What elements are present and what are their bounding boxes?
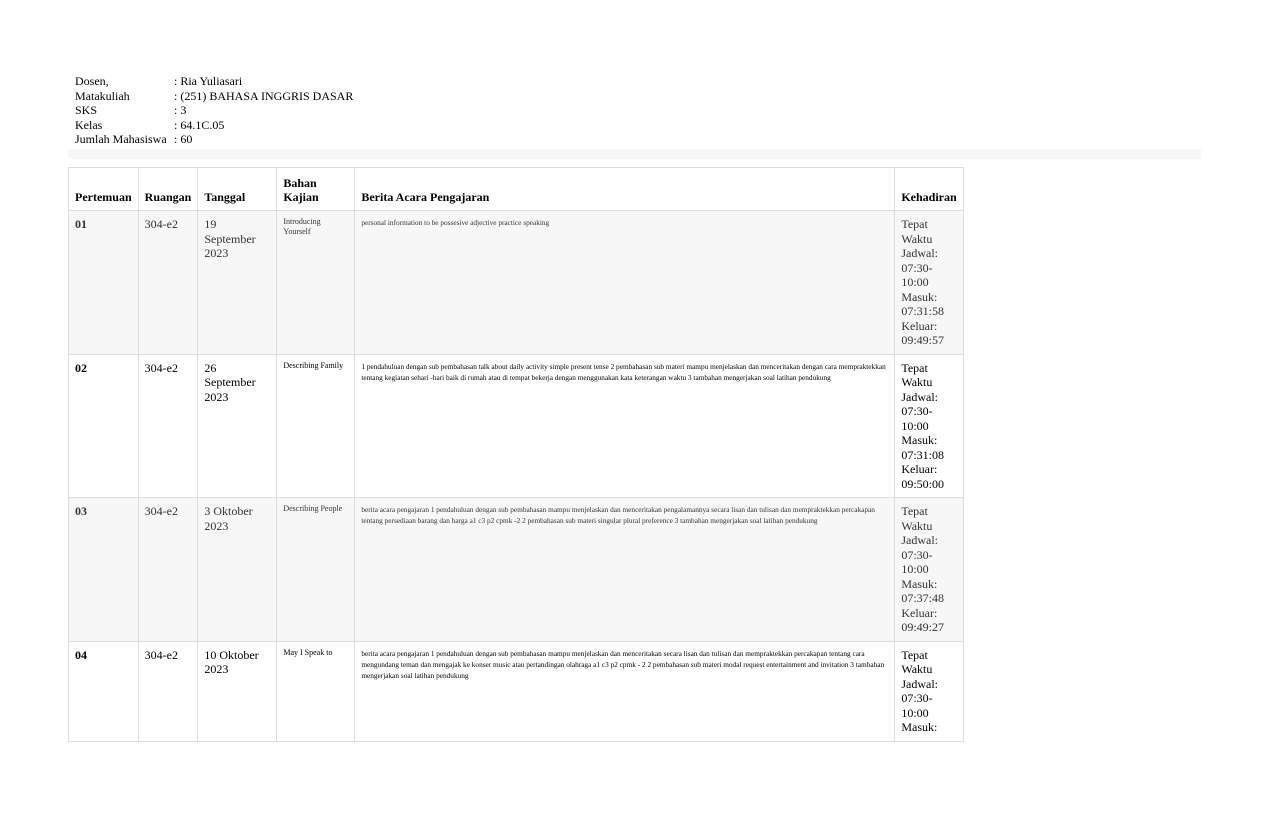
- matakuliah-label: Matakuliah: [75, 88, 130, 103]
- dosen-value: : Ria Yuliasari: [174, 74, 243, 88]
- jumlah-value: : 60: [174, 132, 193, 147]
- kehadiran-line: Jadwal:: [901, 676, 938, 691]
- kehadiran-line: 10:00: [901, 275, 929, 289]
- cell-kehadiran: [895, 211, 963, 355]
- cell-kehadiran: [895, 641, 963, 741]
- kehadiran-line: Masuk:: [901, 720, 938, 734]
- kehadiran-line: Tepat: [901, 504, 928, 518]
- kehadiran-line: Waktu: [901, 662, 933, 676]
- kehadiran-line: 09:49:27: [901, 620, 945, 634]
- info-row-sks: [75, 103, 353, 118]
- kehadiran-line: 09:49:57: [901, 333, 945, 347]
- header-berita-acara: Berita Acara Pengajaran: [355, 168, 895, 211]
- header-pertemuan: Pertemuan: [69, 168, 139, 211]
- kehadiran-line: Jadwal:: [901, 533, 938, 547]
- jumlah-label: Jumlah Mahasiswa: [75, 132, 167, 147]
- cell-ruangan: 304-e2: [138, 498, 198, 642]
- kehadiran-line: Masuk:: [901, 289, 938, 304]
- cell-berita-acara: personal information to be possesive adjective practice speaking: [355, 211, 895, 355]
- kehadiran-line: Tepat: [901, 647, 928, 662]
- cell-pertemuan: 01: [69, 211, 139, 355]
- cell-bahan-kajian: Introducing Yourself: [277, 211, 355, 355]
- kehadiran-line: 07:31:58: [901, 304, 945, 318]
- cell-ruangan: 304-e2: [138, 354, 198, 498]
- table-row: [69, 641, 964, 741]
- sks-value: : 3: [174, 103, 187, 118]
- kehadiran-line: Keluar:: [901, 318, 938, 333]
- berita-acara-table: [68, 167, 964, 742]
- kehadiran-line: 07:31:08: [901, 447, 945, 462]
- header-ruangan: Ruangan: [138, 168, 198, 211]
- sks-label: SKS: [75, 103, 98, 118]
- kehadiran-line: 07:30-: [901, 547, 933, 562]
- header-tanggal: Tanggal: [198, 168, 277, 211]
- table-row: [69, 211, 964, 355]
- kehadiran-line: Keluar:: [901, 462, 938, 476]
- cell-ruangan: 304-e2: [138, 211, 198, 355]
- cell-berita-acara: berita acara pengajaran 1 pendahuluan dengan sub pembahasan mampu menjelaskan dan menceritakan secara lisan dan tulisan dan mempraktekkan percakapan tentang cara mengundang teman dan mengajak ke konser music atau pertandingan olahraga a1 c3 p2 cpmk - 2 2 pembahasan sub materi modal request entertainment and invitation 3 tambahan mengerjakan soal latihan pendukung: [355, 641, 895, 741]
- matakuliah-value: : (251) BAHASA INGGRIS DASAR: [174, 88, 354, 103]
- kehadiran-line: Tepat: [901, 217, 928, 231]
- kehadiran-line: Masuk:: [901, 433, 938, 447]
- kehadiran-line: Masuk:: [901, 576, 938, 591]
- kehadiran-line: Waktu: [901, 375, 933, 389]
- dosen-label: Dosen,: [75, 74, 109, 88]
- table-header-row: [69, 168, 964, 211]
- course-info: [75, 74, 353, 147]
- cell-pertemuan: 02: [69, 354, 139, 498]
- cell-bahan-kajian: Describing Family: [277, 354, 355, 498]
- cell-kehadiran: [895, 498, 963, 642]
- cell-kehadiran: [895, 354, 963, 498]
- kehadiran-line: Jadwal:: [901, 246, 938, 260]
- cell-tanggal: 26 September 2023: [198, 354, 277, 498]
- cell-pertemuan: 03: [69, 498, 139, 642]
- cell-tanggal: 10 Oktober 2023: [198, 641, 277, 741]
- header-kehadiran: Kehadiran: [895, 168, 963, 211]
- kehadiran-line: 09:50:00: [901, 476, 945, 491]
- cell-tanggal: 3 Oktober 2023: [198, 498, 277, 642]
- cell-bahan-kajian: May I Speak to: [277, 641, 355, 741]
- cell-tanggal: 19 September 2023: [198, 211, 277, 355]
- cell-ruangan: 304-e2: [138, 641, 198, 741]
- cell-pertemuan: 04: [69, 641, 139, 741]
- divider: [68, 149, 1201, 159]
- kelas-label: Kelas: [75, 117, 103, 132]
- cell-berita-acara: berita acara pengajaran 1 pendahuluan dengan sub pembahasan mampu menjelaskan dan menceritakan pengalamannya secara lisan dan tulisan dan mempraktekkan percakapan tentang persediaan barang dan harga a1 c3 p2 cpmk -2 2 pembahasan sub materi singular plural preference 3 tambahan mengerjakan soal latihan pendukung: [355, 498, 895, 642]
- kehadiran-line: Tepat: [901, 360, 928, 375]
- kehadiran-line: 10:00: [901, 562, 929, 576]
- kehadiran-line: Jadwal:: [901, 389, 938, 404]
- kehadiran-line: 07:30-: [901, 260, 933, 275]
- kehadiran-line: 10:00: [901, 418, 929, 433]
- kehadiran-line: Waktu: [901, 231, 933, 246]
- kehadiran-line: 07:30-: [901, 404, 933, 418]
- kehadiran-line: 07:30-: [901, 691, 933, 705]
- kehadiran-line: Waktu: [901, 518, 933, 533]
- table-row: [69, 498, 964, 642]
- table-row: [69, 354, 964, 498]
- kehadiran-line: Keluar:: [901, 605, 938, 620]
- cell-berita-acara: 1 pendahuluan dengan sub pembahasan talk about daily activity simple present tense 2 pembahasan sub materi mampu menjelaskan dan menceritakan dengan cara mempraktekkan tentang kegiatan sehari -hari baik di rumah atau di tempat bekerja dengan menggunakan kata keterangan waktu 3 tambahan mengerjakan soal latihan pendukung: [355, 354, 895, 498]
- kelas-value: : 64.1C.05: [174, 117, 225, 132]
- cell-bahan-kajian: Describing People: [277, 498, 355, 642]
- info-row-dosen: [75, 74, 353, 89]
- info-row-jumlah: [75, 132, 353, 147]
- kehadiran-line: 07:37:48: [901, 591, 945, 605]
- kehadiran-line: 10:00: [901, 705, 929, 720]
- info-row-kelas: [75, 118, 353, 133]
- header-bahan-kajian: Bahan Kajian: [277, 168, 355, 211]
- info-row-matakuliah: [75, 89, 353, 104]
